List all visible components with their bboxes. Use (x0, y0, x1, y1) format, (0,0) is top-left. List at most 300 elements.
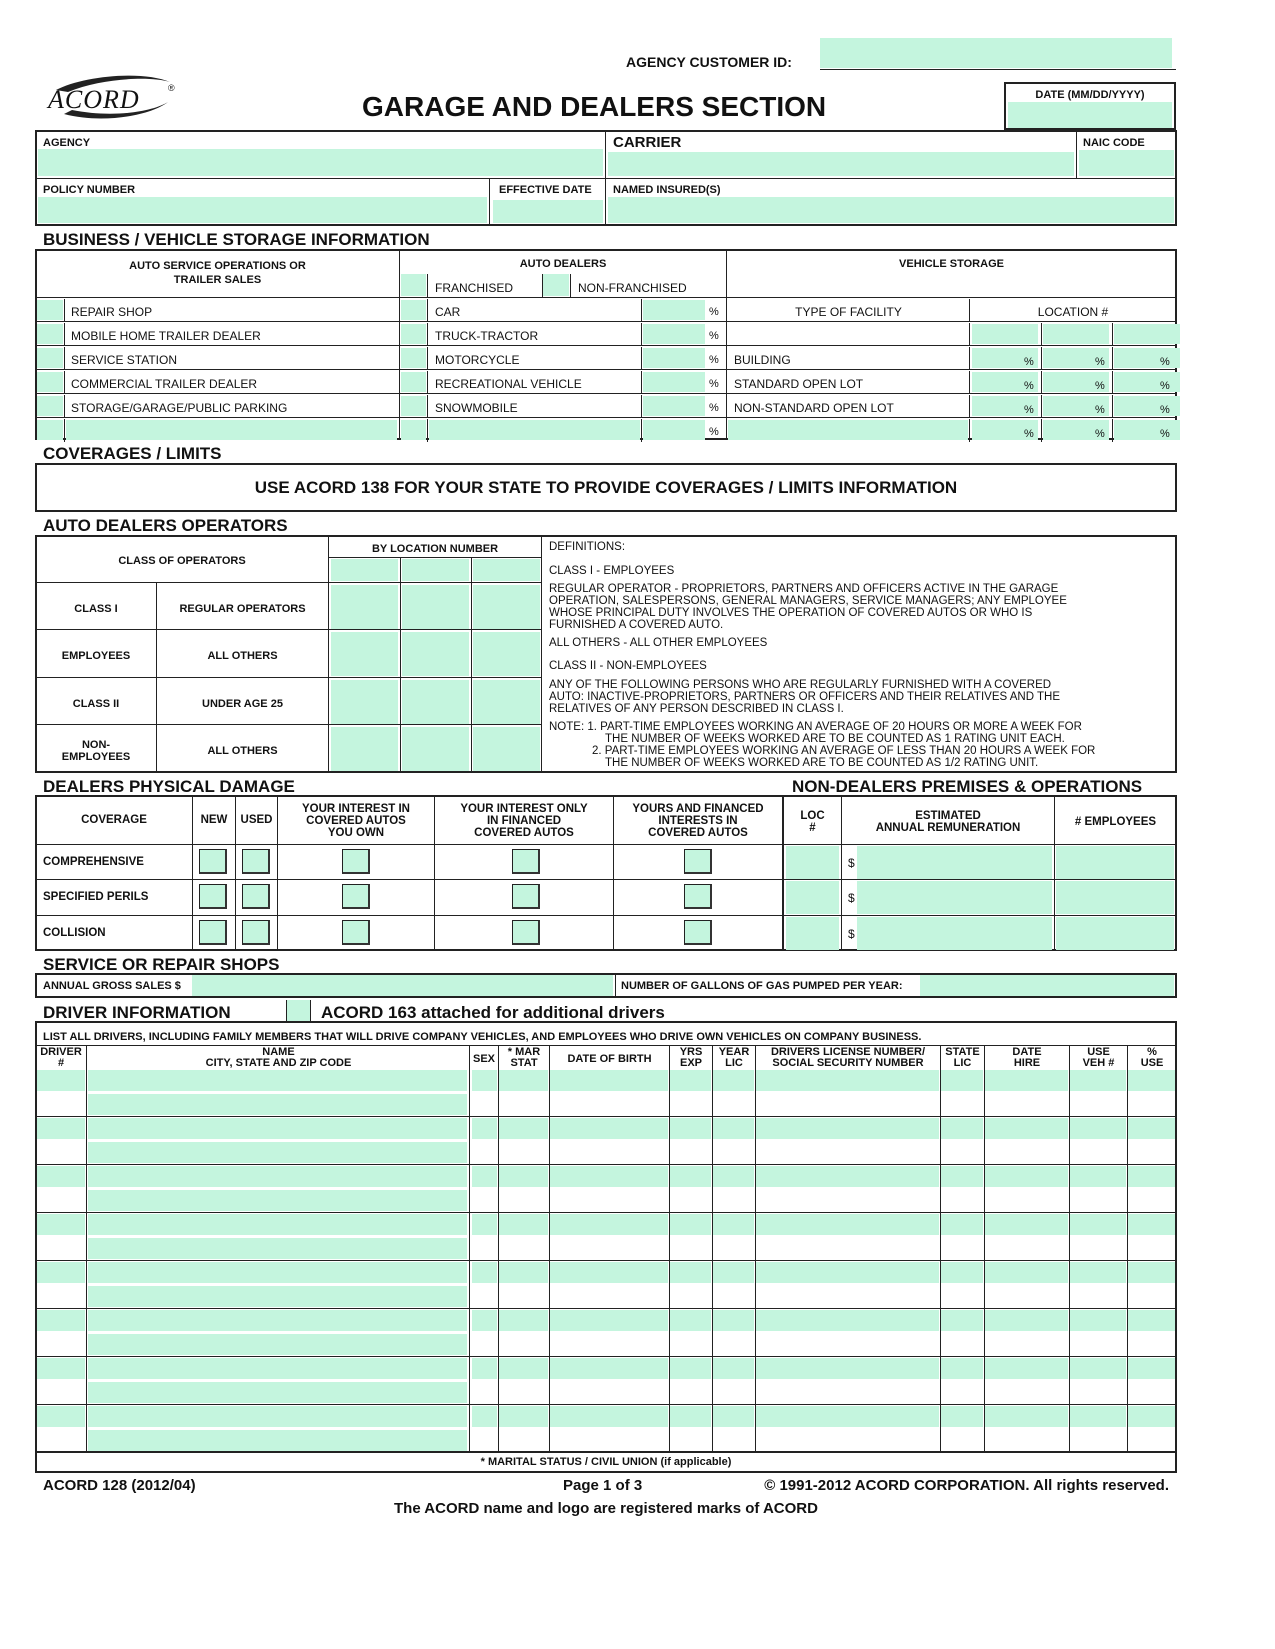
col-divider (641, 371, 642, 394)
loc-input[interactable] (786, 846, 839, 879)
driver-field-input[interactable] (941, 1310, 983, 1331)
driver-field-input[interactable] (941, 1070, 983, 1091)
driver-field-input[interactable] (37, 1214, 85, 1235)
col-divider (427, 299, 428, 322)
percent-sign: % (1024, 404, 1034, 416)
driver-field-input[interactable] (1128, 1358, 1175, 1379)
percent-sign: % (709, 402, 719, 414)
acord163-checkbox[interactable] (286, 1000, 311, 1021)
row-divider (329, 557, 541, 558)
col-divider (969, 419, 970, 442)
col-divider (64, 395, 65, 418)
percent-sign: % (1095, 356, 1105, 368)
driver-field-input[interactable] (670, 1310, 711, 1331)
col-divider (755, 1046, 756, 1451)
driver-field-input[interactable] (499, 1358, 548, 1379)
driver-field-input[interactable] (499, 1166, 548, 1187)
driver-field-input[interactable] (499, 1070, 548, 1091)
definitions-line: CLASS I - EMPLOYEES (549, 565, 675, 577)
non-franchised-checkbox[interactable] (543, 274, 569, 296)
driver-field-input[interactable] (713, 1166, 754, 1187)
driver-field-input[interactable] (1128, 1118, 1175, 1139)
non-label: NON- (81, 739, 111, 751)
gross-sales-input[interactable] (192, 975, 613, 996)
operator-count-input[interactable] (473, 680, 540, 724)
driver-sex-input[interactable] (472, 1214, 497, 1235)
driver-field-input[interactable] (713, 1118, 754, 1139)
service-op-checkbox[interactable] (37, 372, 63, 392)
driver-field-input[interactable] (670, 1262, 711, 1283)
driver-field-input[interactable] (985, 1358, 1068, 1379)
driver-field-input[interactable] (985, 1406, 1068, 1427)
effective-date-label: EFFECTIVE DATE (499, 184, 592, 196)
facility-label: BUILDING (734, 353, 791, 367)
driver-field-input[interactable] (756, 1262, 939, 1283)
driver-field-input[interactable] (499, 1310, 548, 1331)
driver-field-input[interactable] (941, 1406, 983, 1427)
driver-field-input[interactable] (941, 1166, 983, 1187)
driver-field-input[interactable] (1070, 1166, 1126, 1187)
driver-field-input[interactable] (550, 1118, 668, 1139)
driver-sex-input[interactable] (472, 1070, 497, 1091)
coverage-row-label: COLLISION (43, 927, 106, 939)
col-divider (427, 347, 428, 370)
definitions-line: RELATIVES OF ANY PERSON DESCRIBED IN CLASS I. (549, 703, 844, 715)
driver-sex-input[interactable] (472, 1406, 497, 1427)
col-divider (427, 371, 428, 394)
dealer-type-label: MOTORCYCLE (435, 353, 520, 367)
gallons-label: NUMBER OF GALLONS OF GAS PUMPED PER YEAR: (621, 980, 903, 992)
operator-count-input[interactable] (331, 632, 398, 676)
driver-field-input[interactable] (985, 1262, 1068, 1283)
dealer-percent-input[interactable] (643, 300, 705, 320)
driver-address-input[interactable] (88, 1334, 467, 1355)
col-divider (1041, 323, 1042, 346)
remuneration-input[interactable] (857, 917, 1052, 950)
driver-field-input[interactable] (713, 1070, 754, 1091)
dealer-type-checkbox[interactable] (401, 348, 426, 368)
dealer-type-other-input[interactable] (429, 420, 640, 440)
col-divider (64, 371, 65, 394)
driver-name-input[interactable] (88, 1214, 467, 1235)
dealer-type-checkbox[interactable] (401, 324, 426, 344)
coverage-checkbox[interactable] (342, 849, 370, 874)
driver-field-input[interactable] (670, 1214, 711, 1235)
driver-address-input[interactable] (88, 1094, 467, 1115)
percent-sign: % (709, 378, 719, 390)
loc-input[interactable] (786, 917, 839, 950)
storage-percent-input[interactable] (972, 324, 1038, 344)
driver-field-input[interactable] (1128, 1070, 1175, 1091)
driver-field-input[interactable] (670, 1406, 711, 1427)
driver-address-input[interactable] (88, 1142, 467, 1163)
driver-field-input[interactable] (550, 1166, 668, 1187)
coverage-row-label: SPECIFIED PERILS (43, 891, 149, 903)
gallons-input[interactable] (920, 975, 1174, 996)
franchised-label: FRANCHISED (435, 281, 514, 295)
marital-status-header: * MAR (507, 1046, 541, 1058)
driver-field-input[interactable] (985, 1166, 1068, 1187)
dollar-sign: $ (848, 891, 855, 905)
employees-count-input[interactable] (1056, 846, 1174, 879)
coverage-checkbox[interactable] (199, 849, 227, 874)
location-number-input[interactable] (473, 559, 540, 581)
driver-field-input[interactable] (499, 1262, 548, 1283)
driver-field-input[interactable] (756, 1310, 939, 1331)
driver-field-input[interactable] (670, 1070, 711, 1091)
col-divider (641, 347, 642, 370)
driver-name-input[interactable] (88, 1118, 467, 1139)
coverage-checkbox[interactable] (342, 884, 370, 909)
trademark: The ACORD name and logo are registered marks of ACORD (394, 1500, 818, 1517)
driver-address-input[interactable] (88, 1430, 467, 1451)
col3-header: YOURS AND FINANCED (632, 803, 764, 815)
service-op-checkbox[interactable] (37, 324, 63, 344)
carrier-input[interactable] (608, 152, 1074, 176)
driver-field-input[interactable] (756, 1118, 939, 1139)
agency-customer-id-label: AGENCY CUSTOMER ID: (626, 54, 792, 70)
driver-name-input[interactable] (88, 1070, 467, 1091)
row-divider (36, 1356, 1176, 1357)
storage-percent-input[interactable] (1114, 420, 1180, 440)
driver-field-input[interactable] (1070, 1070, 1126, 1091)
operators-section-heading: AUTO DEALERS OPERATORS (43, 516, 288, 535)
named-insureds-input[interactable] (608, 197, 1174, 223)
col1-header: YOUR INTEREST IN (302, 803, 410, 815)
driver-address-input[interactable] (88, 1286, 467, 1307)
used-header: USED (240, 814, 273, 826)
driver-field-input[interactable] (1128, 1214, 1175, 1235)
driver-name-input[interactable] (88, 1166, 467, 1187)
non-franchised-label: NON-FRANCHISED (578, 281, 687, 295)
col3-header: INTERESTS IN (658, 815, 738, 827)
driver-field-input[interactable] (1128, 1310, 1175, 1331)
col-divider (471, 557, 472, 772)
col-divider (64, 347, 65, 370)
driver-address-input[interactable] (88, 1382, 467, 1403)
driver-field-input[interactable] (550, 1310, 668, 1331)
storage-percent-input[interactable] (1114, 324, 1180, 344)
year-licensed-header: LIC (725, 1057, 743, 1069)
location-number-input[interactable] (331, 559, 398, 581)
percent-sign: % (1024, 428, 1034, 440)
state-licensed-header: LIC (953, 1057, 972, 1069)
col-divider (641, 419, 642, 442)
driver-number-header: DRIVER (40, 1046, 82, 1058)
driver-field-input[interactable] (499, 1406, 548, 1427)
row-divider (36, 1116, 1176, 1117)
col-divider (1112, 395, 1113, 418)
coverage-checkbox[interactable] (684, 884, 712, 909)
coverage-checkbox[interactable] (342, 920, 370, 945)
dealer-percent-input[interactable] (643, 396, 705, 416)
col-divider (64, 299, 65, 322)
use-vehicle-header: USE (1087, 1046, 1110, 1058)
driver-field-input[interactable] (37, 1166, 85, 1187)
storage-percent-input[interactable] (1114, 348, 1180, 368)
service-op-checkbox[interactable] (37, 300, 63, 320)
driver-name-input[interactable] (88, 1262, 467, 1283)
coverage-checkbox[interactable] (242, 920, 270, 945)
acord-logo (42, 72, 182, 122)
date-input[interactable] (1008, 102, 1172, 128)
employees-count-input[interactable] (1056, 881, 1174, 914)
col-divider (1041, 371, 1042, 394)
col2-header: COVERED AUTOS (474, 827, 574, 839)
percent-sign: % (1095, 404, 1105, 416)
policy-number-input[interactable] (38, 197, 487, 223)
percent-sign: % (709, 426, 719, 438)
col-divider (1041, 347, 1042, 370)
by-location-label: BY LOCATION NUMBER (371, 543, 499, 555)
definitions-line: CLASS II - NON-EMPLOYEES (549, 660, 707, 672)
driver-field-input[interactable] (713, 1358, 754, 1379)
driver-sex-input[interactable] (472, 1118, 497, 1139)
driver-name-input[interactable] (88, 1358, 467, 1379)
row-divider (36, 1164, 1176, 1165)
driver-field-input[interactable] (985, 1310, 1068, 1331)
driver-field-input[interactable] (1128, 1166, 1175, 1187)
operator-count-input[interactable] (331, 680, 398, 724)
driver-instruction: LIST ALL DRIVERS, INCLUDING FAMILY MEMBERS THAT WILL DRIVE COMPANY VEHICLES, AND EMPLOYEES WHO DRIVE OWN VEHICLES ON COMPANY BUSINESS. (43, 1031, 922, 1043)
driver-field-input[interactable] (1070, 1262, 1126, 1283)
naic-code-label: NAIC CODE (1083, 137, 1145, 149)
driver-field-input[interactable] (670, 1166, 711, 1187)
driver-name-input[interactable] (88, 1310, 467, 1331)
operator-count-input[interactable] (402, 632, 469, 676)
location-number-label: LOCATION # (1037, 305, 1109, 319)
driver-field-input[interactable] (756, 1070, 939, 1091)
col-divider (400, 557, 401, 772)
operator-count-input[interactable] (473, 727, 540, 771)
percent-sign: % (1160, 428, 1170, 440)
col-divider (427, 323, 428, 346)
operator-count-input[interactable] (402, 585, 469, 629)
storage-percent-input[interactable] (1114, 372, 1180, 392)
estimated-header: ESTIMATED (915, 810, 981, 822)
percent-use-header: USE (1140, 1057, 1164, 1069)
coverage-checkbox[interactable] (512, 849, 540, 874)
percent-sign: % (709, 354, 719, 366)
driver-field-input[interactable] (550, 1262, 668, 1283)
col-divider (1127, 1046, 1128, 1451)
coverage-checkbox[interactable] (684, 920, 712, 945)
row-divider (36, 1404, 1176, 1405)
driver-field-input[interactable] (499, 1118, 548, 1139)
year-licensed-header: YEAR (718, 1046, 750, 1058)
dealer-percent-input[interactable] (643, 372, 705, 392)
dealer-type-label: SNOWMOBILE (435, 401, 518, 415)
service-op-checkbox[interactable] (37, 420, 63, 440)
driver-field-input[interactable] (550, 1358, 668, 1379)
non-dealers-section-heading: NON-DEALERS PREMISES & OPERATIONS (792, 777, 1143, 796)
service-op-other-input[interactable] (66, 420, 397, 440)
driver-field-input[interactable] (1070, 1118, 1126, 1139)
effective-date-input[interactable] (493, 200, 603, 223)
col-divider (427, 419, 428, 442)
percent-sign: % (1024, 380, 1034, 392)
operator-count-input[interactable] (331, 727, 398, 771)
agency-input[interactable] (38, 149, 603, 176)
percent-sign: % (1160, 404, 1170, 416)
driver-field-input[interactable] (550, 1214, 668, 1235)
driver-field-input[interactable] (941, 1358, 983, 1379)
state-licensed-header: STATE (945, 1046, 980, 1058)
driver-field-input[interactable] (37, 1262, 85, 1283)
definitions-line: OPERATION, SALESPERSONS, GENERAL MANAGERS, SERVICE MANAGERS; ANY EMPLOYEE (549, 595, 1067, 607)
driver-field-input[interactable] (1070, 1358, 1126, 1379)
service-op-checkbox[interactable] (37, 348, 63, 368)
under-age-25-label: UNDER AGE 25 (202, 698, 283, 710)
years-experience-header: YRS (679, 1046, 703, 1058)
coverage-checkbox[interactable] (199, 884, 227, 909)
driver-sex-input[interactable] (472, 1166, 497, 1187)
driver-field-input[interactable] (37, 1406, 85, 1427)
driver-field-input[interactable] (1070, 1214, 1126, 1235)
coverage-checkbox[interactable] (199, 920, 227, 945)
acord-logo-text: ACORD (48, 85, 140, 114)
driver-field-input[interactable] (941, 1262, 983, 1283)
all-others-label: ALL OTHERS (207, 650, 278, 662)
driver-field-input[interactable] (713, 1214, 754, 1235)
operator-count-input[interactable] (402, 680, 469, 724)
coverage-checkbox[interactable] (242, 884, 270, 909)
percent-use-header: % (1147, 1046, 1157, 1058)
col-divider (969, 323, 970, 346)
storage-percent-input[interactable] (1043, 324, 1109, 344)
coverage-checkbox[interactable] (512, 884, 540, 909)
col-divider (64, 323, 65, 346)
operator-count-input[interactable] (473, 632, 540, 676)
driver-field-input[interactable] (1128, 1262, 1175, 1283)
driver-field-input[interactable] (985, 1118, 1068, 1139)
driver-address-input[interactable] (88, 1190, 467, 1211)
driver-field-input[interactable] (713, 1262, 754, 1283)
driver-field-input[interactable] (1070, 1310, 1126, 1331)
driver-name-input[interactable] (88, 1406, 467, 1427)
driver-field-input[interactable] (550, 1406, 668, 1427)
employees-count-input[interactable] (1056, 917, 1174, 950)
percent-sign: % (1160, 356, 1170, 368)
driver-field-input[interactable] (670, 1118, 711, 1139)
naic-code-input[interactable] (1079, 150, 1174, 176)
remuneration-input[interactable] (857, 846, 1052, 879)
loc-input[interactable] (786, 881, 839, 914)
coverage-checkbox[interactable] (242, 849, 270, 874)
dealer-percent-input[interactable] (643, 348, 705, 368)
driver-field-input[interactable] (1070, 1406, 1126, 1427)
col-divider (712, 1046, 713, 1451)
dealer-percent-input[interactable] (643, 324, 705, 344)
coverage-checkbox[interactable] (512, 920, 540, 945)
service-op-checkbox[interactable] (37, 396, 63, 416)
percent-sign: % (1095, 380, 1105, 392)
operator-count-input[interactable] (331, 585, 398, 629)
name-header: NAME (262, 1046, 295, 1058)
dealer-type-checkbox[interactable] (401, 300, 426, 320)
driver-sex-input[interactable] (472, 1310, 497, 1331)
driver-field-input[interactable] (1128, 1406, 1175, 1427)
operator-count-input[interactable] (473, 585, 540, 629)
facility-other-input[interactable] (728, 420, 968, 440)
franchised-checkbox[interactable] (401, 274, 426, 296)
driver-field-input[interactable] (37, 1310, 85, 1331)
vehicle-storage-header: VEHICLE STORAGE (899, 258, 1004, 270)
dealer-type-checkbox[interactable] (401, 372, 426, 392)
driver-address-input[interactable] (88, 1238, 467, 1259)
driver-field-input[interactable] (756, 1214, 939, 1235)
dealer-type-label: TRUCK-TRACTOR (435, 329, 539, 343)
col-divider (1112, 419, 1113, 442)
driver-field-input[interactable] (37, 1118, 85, 1139)
coverage-checkbox[interactable] (684, 849, 712, 874)
storage-percent-input[interactable] (1114, 396, 1180, 416)
row-divider (36, 1260, 1176, 1261)
sex-header: SEX (472, 1053, 495, 1065)
definitions-line: THE NUMBER OF WEEKS WORKED ARE TO BE COUNTED AS 1/2 RATING UNIT. (605, 757, 1039, 769)
driver-field-input[interactable] (756, 1166, 939, 1187)
percent-sign: % (1160, 380, 1170, 392)
service-op-label: SERVICE STATION (71, 353, 178, 367)
col-divider (1112, 347, 1113, 370)
dollar-sign: $ (848, 856, 855, 870)
service-op-label: STORAGE/GARAGE/PUBLIC PARKING (71, 401, 288, 415)
driver-section-heading: DRIVER INFORMATION (43, 1003, 231, 1022)
driver-field-input[interactable] (941, 1214, 983, 1235)
driver-field-input[interactable] (670, 1358, 711, 1379)
operator-count-input[interactable] (402, 727, 469, 771)
page-title: GARAGE AND DEALERS SECTION (362, 91, 827, 122)
dealer-type-label: RECREATIONAL VEHICLE (435, 377, 582, 391)
coverages-notice: USE ACORD 138 FOR YOUR STATE TO PROVIDE COVERAGES / LIMITS INFORMATION (254, 478, 958, 497)
driver-field-input[interactable] (499, 1214, 548, 1235)
business-section-heading: BUSINESS / VEHICLE STORAGE INFORMATION (43, 230, 430, 249)
definitions-line: NOTE: 1. PART-TIME EMPLOYEES WORKING AN AVERAGE OF 20 HOURS OR MORE A WEEK FOR (549, 721, 1082, 733)
col-divider (1041, 395, 1042, 418)
dealer-type-checkbox[interactable] (401, 420, 426, 440)
driver-field-input[interactable] (37, 1358, 85, 1379)
col-divider (969, 395, 970, 418)
driver-field-input[interactable] (756, 1358, 939, 1379)
driver-sex-input[interactable] (472, 1358, 497, 1379)
driver-field-input[interactable] (985, 1070, 1068, 1091)
policy-number-label: POLICY NUMBER (43, 184, 136, 196)
dealer-type-checkbox[interactable] (401, 396, 426, 416)
loc-header: LOC (800, 810, 825, 822)
definitions-line: 2. PART-TIME EMPLOYEES WORKING AN AVERAGE OF LESS THAN 20 HOURS A WEEK FOR (592, 745, 1096, 757)
driver-sex-input[interactable] (472, 1262, 497, 1283)
driver-field-input[interactable] (713, 1406, 754, 1427)
agency-customer-id-input[interactable] (820, 38, 1172, 68)
col-divider (669, 1046, 670, 1451)
row-divider (329, 582, 541, 583)
driver-field-input[interactable] (713, 1310, 754, 1331)
col1-header: YOU OWN (327, 827, 385, 839)
driver-field-input[interactable] (985, 1214, 1068, 1235)
definitions-line: ANY OF THE FOLLOWING PERSONS WHO ARE REGULARLY FURNISHED WITH A COVERED (549, 679, 1052, 691)
employees-label: EMPLOYEES (61, 650, 131, 662)
driver-field-input[interactable] (941, 1118, 983, 1139)
driver-field-input[interactable] (37, 1070, 85, 1091)
date-label: DATE (MM/DD/YYYY) (1035, 89, 1145, 101)
remuneration-input[interactable] (857, 881, 1052, 914)
driver-field-input[interactable] (756, 1406, 939, 1427)
driver-field-input[interactable] (550, 1070, 668, 1091)
date-hire-header: DATE (1012, 1046, 1042, 1058)
row-divider (36, 369, 1176, 370)
location-number-input[interactable] (402, 559, 469, 581)
dealer-percent-input[interactable] (643, 420, 705, 440)
